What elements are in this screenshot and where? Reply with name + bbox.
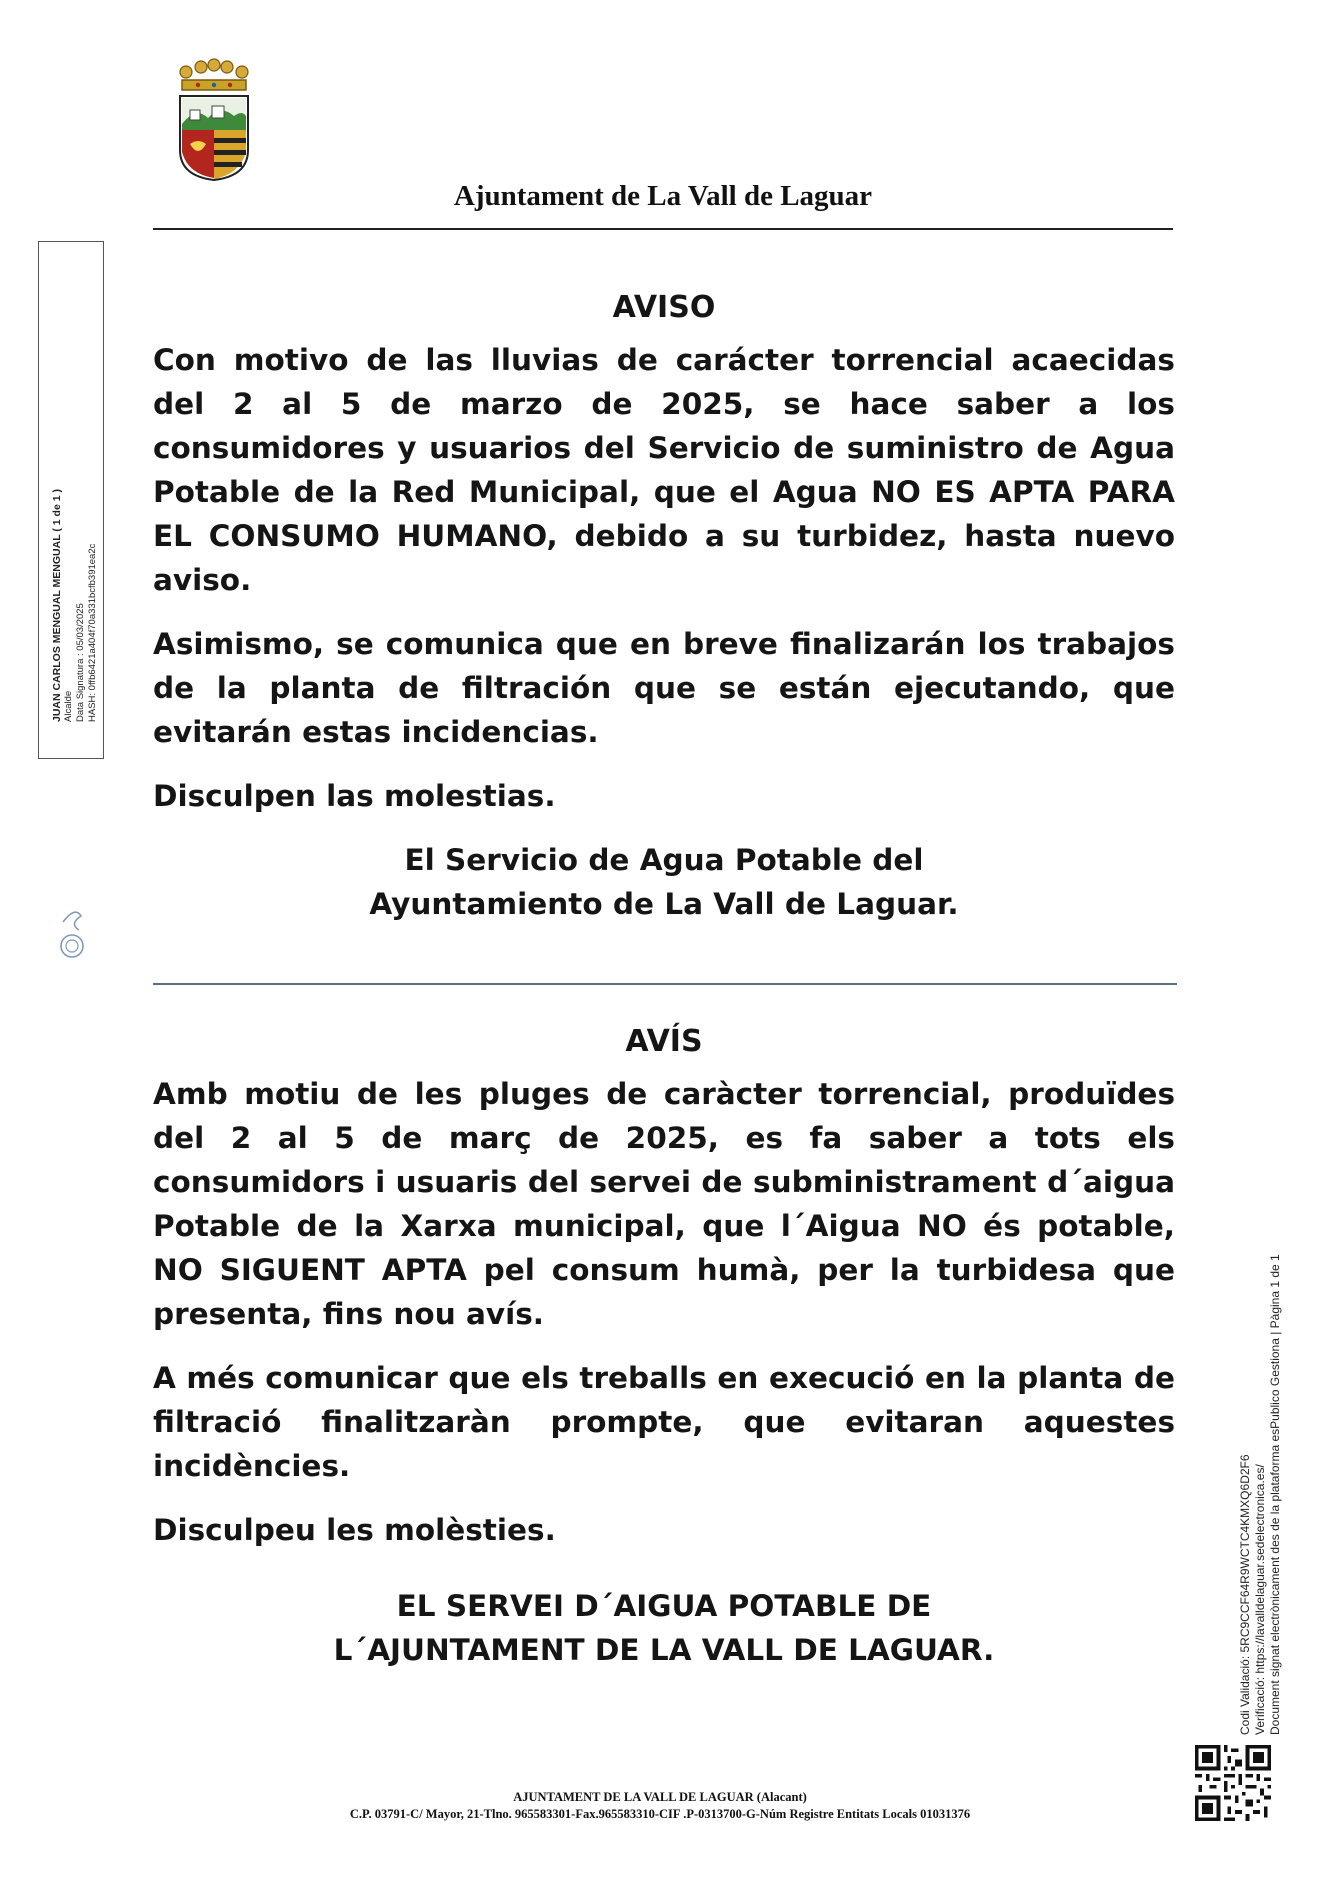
signer-name: JUAN CARLOS MENGUAL MENGUAL ( 1 de 1 ): [51, 489, 63, 722]
avis-signoff-line-1: EL SERVEI D´AIGUA POTABLE DE: [396, 1589, 932, 1623]
signer-role: Alcalde: [63, 690, 74, 722]
municipal-coat-of-arms-icon: [174, 58, 254, 182]
signature-hash: HASH: 0ffb6421a404f70a331bcfb391ea2c: [87, 543, 98, 722]
aviso-signoff-line-1: El Servicio de Agua Potable del: [404, 843, 924, 877]
footer-line-1: AJUNTAMENT DE LA VALL DE LAGUAR (Alacant): [513, 1790, 807, 1804]
avis-signoff-line-2: L´AJUNTAMENT DE LA VALL DE LAGUAR.: [333, 1633, 995, 1667]
aviso-paragraph-2: Asimismo, se comunica que en breve finalizarán los trabajos de la planta de filtración que se están ejecutando, que evitarán estas incidencias.: [153, 627, 1175, 749]
aviso-signoff-line-2: Ayuntamiento de La Vall de Laguar.: [369, 887, 959, 921]
avis-paragraph-2: A més comunicar que els treballs en execució en la planta de filtració finalitzaràn prompte, que evitaran aquestes incidències.: [153, 1361, 1175, 1483]
header-title: Ajuntament de La Vall de Laguar: [453, 180, 873, 212]
verification-platform: Document signat electrònicament des de la plataforma esPublico Gestiona | Pàgina 1 de 1: [1268, 1254, 1282, 1735]
qr-code-icon: [1195, 1745, 1271, 1821]
aviso-paragraph-1: Con motivo de las lluvias de carácter torrencial acaecidas del 2 al 5 de marzo de 2025, se hace saber a los consumidores y usuarios del Servicio de suministro de Agua Potable de la Red Municipal, que el Agua NO ES APTA PARA EL CONSUMO HUMANO, debido a su turbidez, hasta nuevo aviso.: [153, 343, 1175, 597]
signature-panel: [38, 241, 104, 759]
aviso-section: [153, 288, 1175, 926]
header-divider: [153, 228, 1173, 230]
aviso-paragraph-3: Disculpen las molestias.: [153, 779, 556, 813]
signature-stamp-icon: [55, 902, 89, 962]
page-footer: [200, 1789, 1120, 1823]
footer-line-2: C.P. 03791-C/ Mayor, 21-Tlno. 965583301-Fax.965583310-CIF .P-0313700-G-Núm Registre Entitats Locals 01031376: [349, 1807, 971, 1821]
signature-date: Data Signatura : 05/03/2025: [75, 603, 86, 722]
verification-url: Verificació: https://lavalldelaguar.sedelectronica.es/: [1253, 1464, 1267, 1735]
signature-details: [41, 212, 107, 730]
avis-heading: AVÍS: [625, 1024, 703, 1059]
avis-paragraph-3: Disculpeu les molèsties.: [153, 1513, 556, 1547]
verification-code: Codi Validació: 5RC9CCF64R9WCTC4KMXQ6D2F6: [1238, 1454, 1252, 1735]
avis-section: [153, 1022, 1175, 1672]
aviso-heading: AVISO: [612, 290, 716, 325]
verification-block: [1238, 1195, 1294, 1735]
section-divider: [153, 983, 1177, 985]
avis-paragraph-1: Amb motiu de les pluges de caràcter torrencial, produïdes del 2 al 5 de març de 2025, es fa saber a tots els consumidors i usuaris del servei de subministrament d´aigua Potable de la Xarxa municipal, que l´Aigua NO és potable, NO SIGUENT APTA pel consum humà, per la turbidesa que presenta, fins nou avís.: [153, 1077, 1175, 1331]
